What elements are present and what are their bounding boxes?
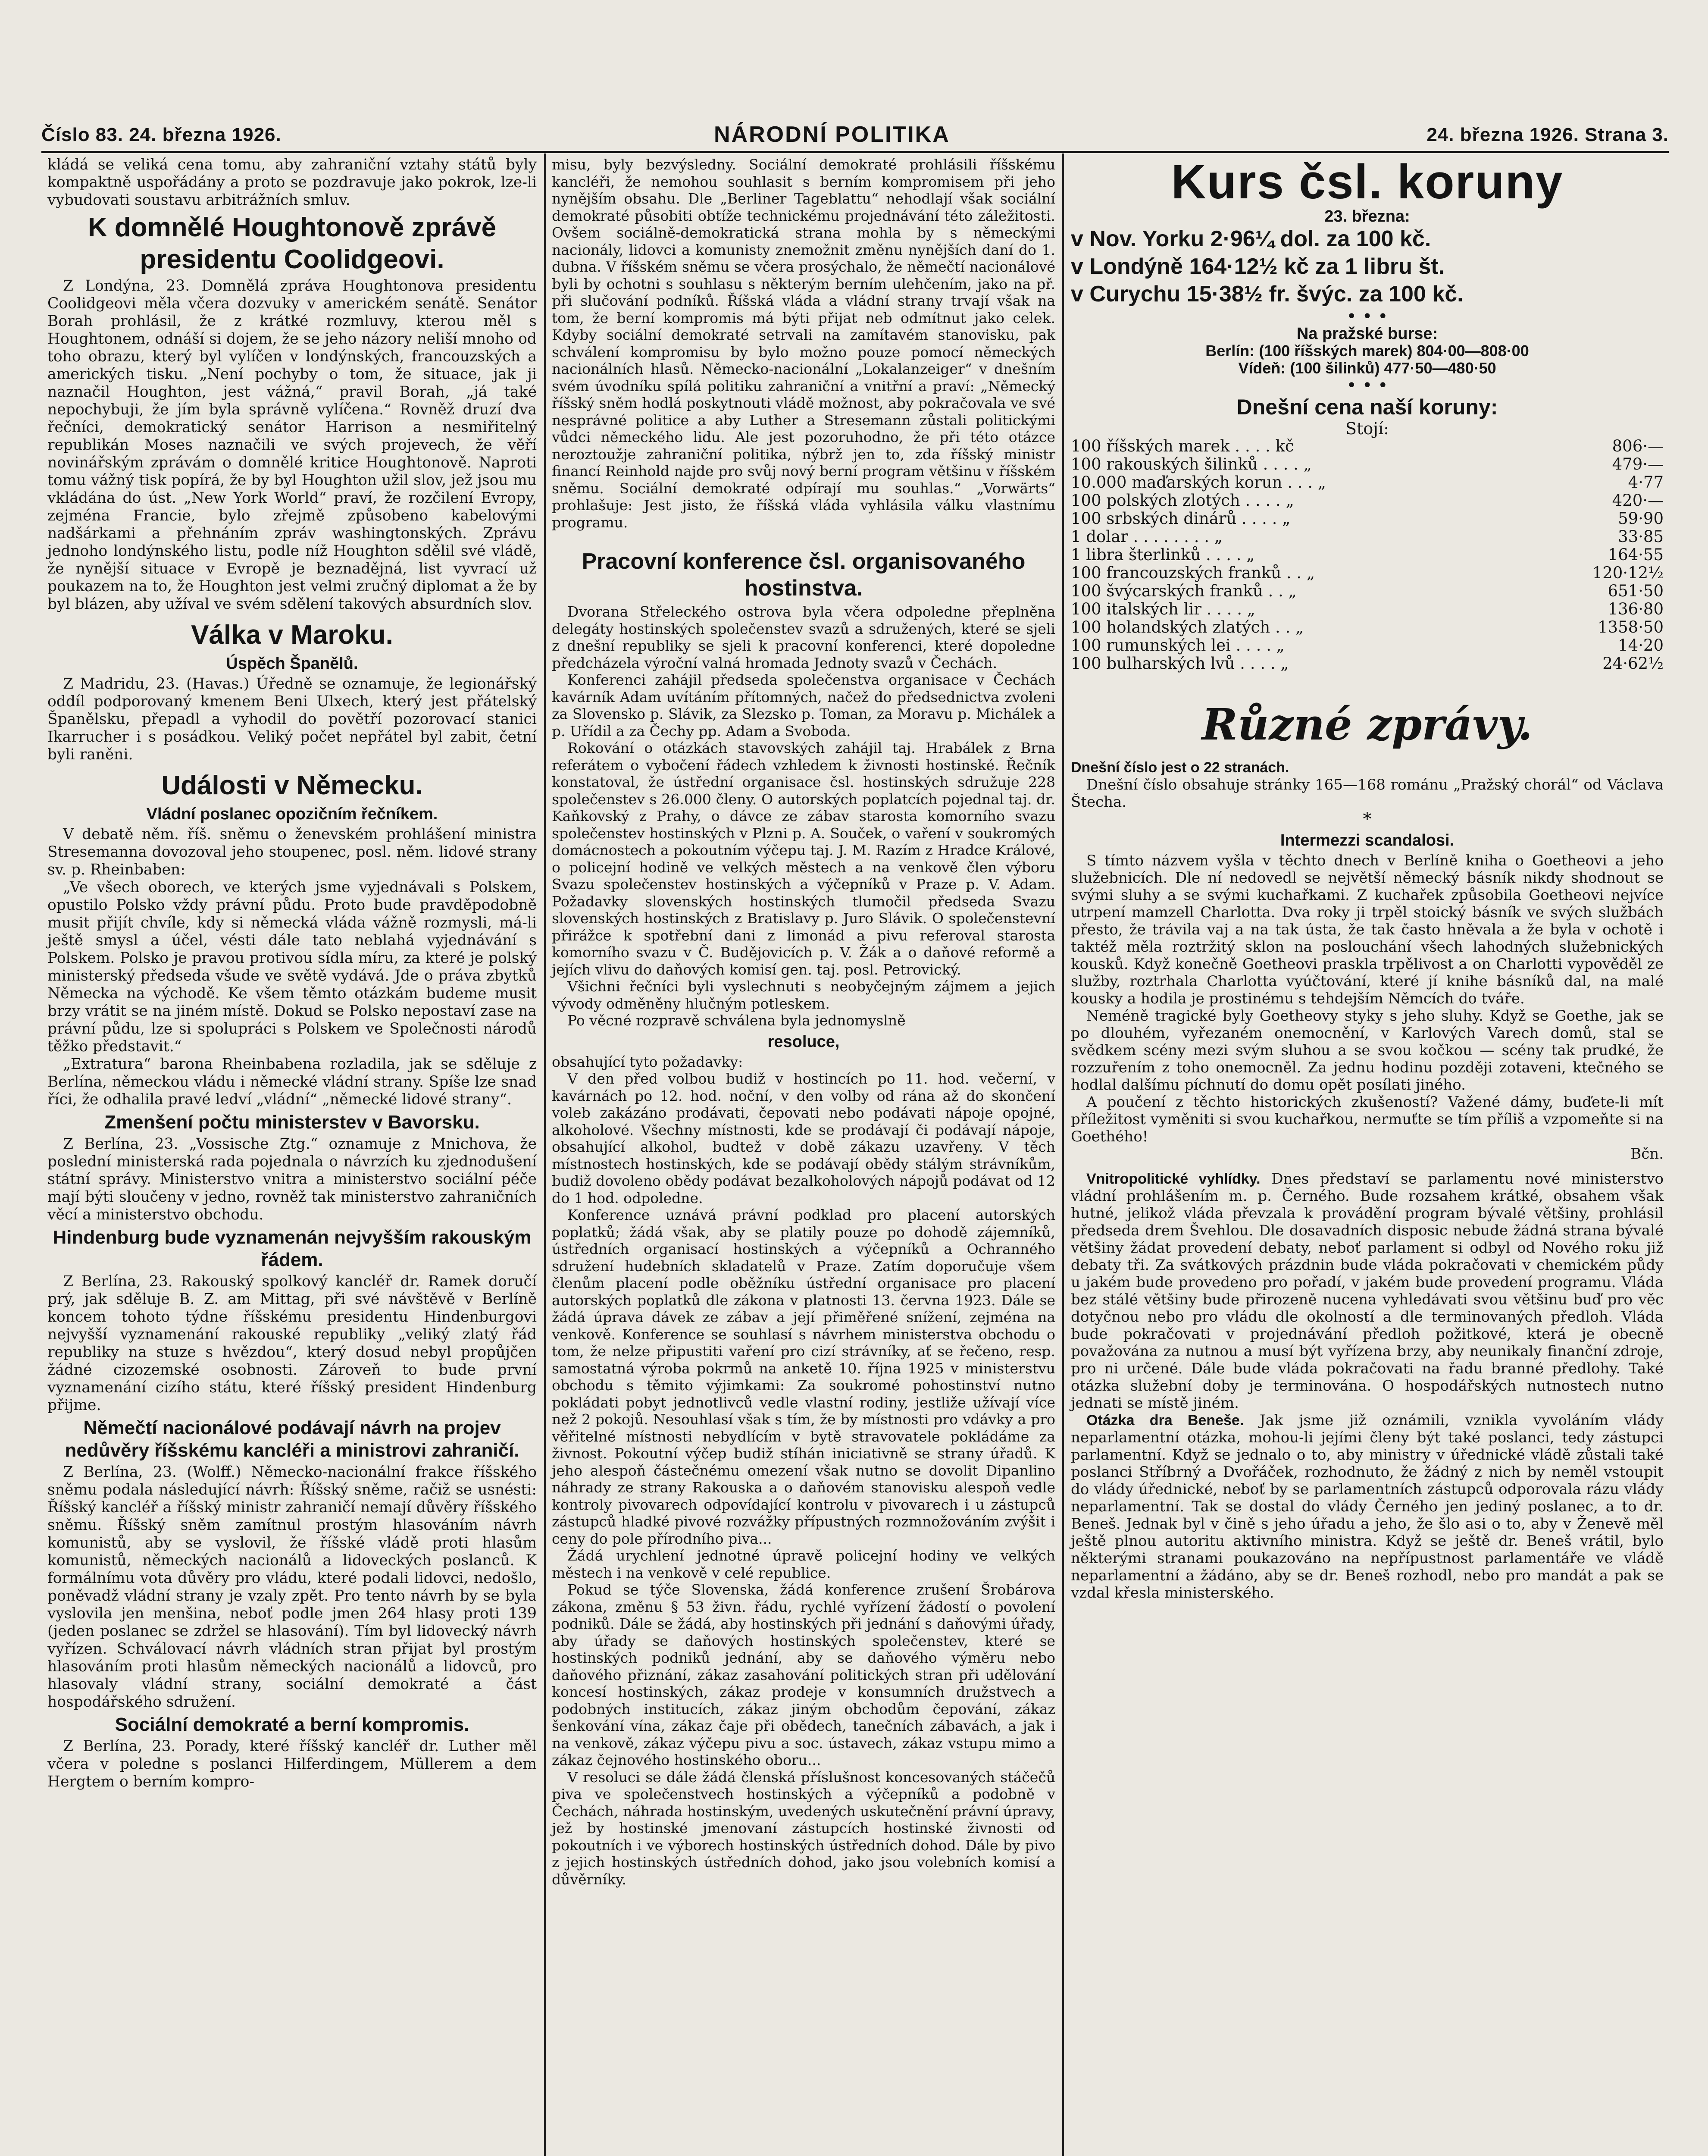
- resoluce-body-5: Pokud se týče Slovenska, žádá konference zrušení Šrobárova zákona, změnu § 53 živn. řádu, rychlé vyřízení žádostí o povolení podniků. Dále se žádá, aby hostinských při jednání s daňovými úřady, aby úřady se daňových hostinských společenstev, které se hostinských podniků jednání, aby se daňového výměru nebo daňového přiznání, zákaz zasahování politických stran při udělování koncesí hostinských, zákaz prodeje v konsumních družstvech a podobných institucích, zákaz jiným obchodům čepování, zákaz šenkování vína, zákaz čaje při obědech, tanečních zábavách, a jak i na venkově, zákaz výčepu pivu a soc. ústavech, zákaz vstupu mimo a zákaz čejnového hostinského oboru...: [552, 1581, 1055, 1768]
- rate-row: [1071, 655, 1664, 673]
- article-subtitle-maroko: Úspěch Španělů.: [226, 655, 358, 673]
- rate-label: 100 rakouských šilinků . . . . „: [1071, 455, 1312, 473]
- rate-label: 100 polských zlotých . . . . „: [1071, 491, 1294, 510]
- article-title-hostinstvo: Pracovní konference čsl. organisovaného hostinstva.: [582, 549, 1026, 601]
- burse-title: Na pražské burse:: [1296, 325, 1438, 343]
- rate-label: 100 rumunských lei . . . . „: [1071, 636, 1285, 655]
- article-title-nemecko: Události v Německu.: [161, 771, 423, 800]
- resoluce-body-6: V resoluci se dále žádá členská příslušnost koncesovaných stáčečů piva ve společenstvech hostinských a výčepníků a podobně v Čechách, náhrada hostinským, uvedených uskutečnění právní úpravy, jež by hostinské jmenovaní zástupcích hostinské živnosti od pokoutních i ve výborech hostinských ústředních dohod. Dále by pivo z jejich hostinských ústředních dohod, jako jsou volebních komisí a důvěrníky.: [552, 1768, 1055, 1888]
- news-body-intermezzi-1: S tímto názvem vyšla v těchto dnech v Berlíně kniha o Goetheovi a jeho služebnicích. Dle ní nedovedl se největší německý básník nikdy shodnout se svými sluhy a se svými kuchařkami. Z kuchařek způsobila Goetheovi nejvíce utrpení mamzell Charlotta. Dva roky ji trpěl stoický básník ve svých službách přesto, že trávila vaj a na tak ústa, že tak často hněvala a že byla v ochotě i taktéž měla roztržitý sklon na poslouchání všech lahodných služebnických kousků. Když konečně Goetheovi praskla trpělivost a on Charlotti vypověděl ze služby, roztrhala Charlotta vyúčtování, které jí knihe básníků dal, na malé kousky a hodila je prostinému s tehdejším Němcích do tváře.: [1071, 852, 1664, 1007]
- rate-label: 100 říšských marek . . . . kč: [1071, 437, 1294, 455]
- resoluce-body-3: Konference uznává právní podklad pro placení autorských poplatků; žádá však, aby se platily pouze po dohodě zájemníků, ústředních organisací hostinských a výčepníků a Ochranného sdružení hudebních skladatelů v Praze. Zatím doporučuje všem členům placení podle oběžníku ústřední organisace pro placení autorských poplatků dle zákona v platnosti 13. června 1923. Dále se žádá úprava dávek ze zábav a její přiměřené snížení, zejména na venkově. Konference se souhlasí s návrhem ministerstva obchodu o tom, že nelze připustiti vaření pro cizí strávníky, ať se řečeno, resp. samostatná výroba pokrmů na anketě 10. října 1925 v ministerstvu obchodu s těmito výjimkami: Za soukromé pohostinství nutno pokládati pobyt jednotlivců vedle vlastní rodiny, jestliže užívají více než 2 pokojů. Nesouhlasí však s tím, že by místnosti pro vdávky a pro věřitelné místnosti nebydlícím v bytě stravovatele pokládáme za živnost. Pokoutní výčep budiž stíhán iniciativně se strany úřadů. K jeho alespoň částečnému omezení však nutno se dovolit Dipanlino náhrady ze strany Rakouska a o daňovém stanovisku alespoň vedle kontroly pivovarech odpovídající kontrolu v pivovarech i u zástupců zástupců hladké pivové rozvážky přípustných rozmnožováním zvýšit i ceny do pole přírodního piva...: [552, 1206, 1055, 1547]
- rate-value: 14·20: [1618, 636, 1664, 655]
- rate-row: [1071, 564, 1664, 582]
- issue-number: Číslo 83. 24. března 1926.: [41, 124, 282, 145]
- rate-row: [1071, 492, 1664, 510]
- article-title-nacionalove: Němečtí nacionálové podávají návrh na projev nedůvěry říšskému kancléři a ministrovi zahraničí.: [65, 1417, 519, 1461]
- rate-row: [1071, 528, 1664, 546]
- article-body-maroko: Z Madridu, 23. (Havas.) Úředně se oznamuje, že legionářský oddíl podporovaný kmenem Beni Ulxech, který jest přátelský Španělsku, přepadl a vyhodil do povětří pozorovací stanici Ikarrucher i s posádkou. Veliký počet nepřátel byl zabit, četní byli raněni.: [47, 675, 537, 763]
- exchange-rate-table: [1071, 437, 1664, 673]
- rate-label: 100 holandských zlatých . . „: [1071, 618, 1304, 636]
- rate-label: 100 italských lir . . . . „: [1071, 600, 1255, 618]
- news-head-intermezzi: Intermezzi scandalosi.: [1280, 831, 1455, 849]
- news-body-cislo: Dnešní číslo obsahuje stránky 165—168 románu „Pražský chorál“ od Václava Štecha.: [1071, 776, 1664, 811]
- header-rule: [41, 151, 1669, 153]
- masthead: NÁRODNÍ POLITIKA: [714, 122, 950, 147]
- news-body-benes: Jak jsme již oznámili, vznikla vyvoláním vlády neparlamentní otázka, mohou-li jejími členy být také poslanci, tedy zástupci parlamentní. Když se jednalo o to, aby ministry v úřednické vládě zůstali také poslanci Stříbrný a Dvořáček, rozhodnuto, že žádný z nich by neměl vstoupit do vlády úřednické, neboť by se parlamentních zástupců odporovala rázu vlády neparlamentní. Tak se dostal do vlády Černého jen jediný poslanec, a to dr. Beneš. Jednak byl v čině s jeho úřadu a jeho, že šlo asi o to, aby v Ženevě měl ještě plnou autoritu aktivního ministra. Když se ještě dr. Beneš vrátil, bylo některými stranami poukazováno na nepřípustnost parlamentáře ve vládě neparlamentní a žádáno, aby se dr. Beneš rozhodl, nebo pro mandát a pak se vzdal křesla ministerského.: [1071, 1412, 1664, 1601]
- separator-dots: • • •: [1346, 376, 1388, 395]
- rate-value: 136·80: [1608, 600, 1664, 618]
- rate-value: 651·50: [1608, 582, 1664, 600]
- article-body-nemecko-2: „Ve všech oborech, ve kterých jsme vyjednávali s Polskem, opustilo Polsko vždy právní půdu. Proto bude pravděpodobně musit přijít chvíle, kdy si německá vláda vážně rozmysli, má-li ještě smysl a účel, vésti dále tato neblahá vyjednávání s Polskem. Polsko je pravou protivou sídla míru, za které je polský ministerský předseda všude ve světě vydává. Jde o práva zbytků Německa na východě. Ke všem těmto otázkám budeme musit brzy vrátit se na jiném místě. Dokud se Polsko nepostaví zase na právní půdu, lze si spolupráci s Polskem ve Společnosti národů těžko představit.“: [47, 879, 537, 1055]
- news-body-intermezzi-2: Neméně tragické byly Goetheovy styky s jeho sluhy. Když se Goethe, jak se po dlouhém, vyřezaném onemocnění, v Karlových Varech domů, stal se svědkem scény mezi svým sluhou a se svou kočkou — scény tak prudké, že rozzuřením z toho onemocněl. Za jednu hodinu později zotaveni, ktečného se hodlal dalšímu píchnutí do domu opět posílati jiného.: [1071, 1007, 1664, 1094]
- section-title-ruzne-zpravy: Různé zprávy.: [1201, 699, 1533, 750]
- resoluce-body-1: obsahující tyto požadavky:: [552, 1053, 743, 1070]
- article-title-berni-kompromis: Sociální demokraté a berní kompromis.: [115, 1714, 469, 1735]
- news-signature: Bčn.: [1630, 1145, 1664, 1163]
- news-head-vnitropoliticke: Vnitropolitické vyhlídky.: [1086, 1171, 1261, 1187]
- rate-row: [1071, 473, 1664, 492]
- rate-row: [1071, 618, 1664, 636]
- rate-row: [1071, 582, 1664, 600]
- column-3: [1071, 156, 1664, 1601]
- rate-value: 479·—: [1612, 455, 1664, 473]
- rate-label: 10.000 maďarských korun . . . „: [1071, 473, 1326, 492]
- news-head-benes: Otázka dra Beneše.: [1086, 1412, 1244, 1429]
- rate-value: 120·12½: [1592, 564, 1664, 582]
- rate-value: 59·90: [1618, 509, 1664, 528]
- rate-value: 1358·50: [1597, 618, 1664, 636]
- kurs-line-london: v Londýně 164·12½ kč za 1 libru št.: [1071, 254, 1445, 279]
- cena-title: Dnešní cena naší koruny:: [1236, 395, 1498, 419]
- burse-berlin: Berlín: (100 říšských marek) 804·00—808·00: [1205, 342, 1529, 360]
- kurs-line-newyork: v Nov. Yorku 2·96¼ dol. za 100 kč.: [1071, 226, 1431, 251]
- resoluce-body-2: V den před volbou budiž v hostincích po 11. hod. večerní, v kavárnách po 12. hod. noční, v den volby od rána až do skončení voleb zakázáno prodávati, čepovati nebo podávati nápoje opojné, alkoholové. Všechny místnosti, kde se prodávají či podávají nápoje, obsahující alkohol, budtež v době zákazu uzavřeny. V těch místnostech hostinských, kde se podávají obědy stálým strávníkům, budiž dovoleno obědy podávat bezalkoholových nápojů podávat od 12 do 1 hod. odpoledne.: [552, 1070, 1055, 1206]
- news-head-cislo: Dnešní číslo jest o 22 stranách.: [1071, 759, 1289, 776]
- rate-row: [1071, 546, 1664, 564]
- rate-row: [1071, 437, 1664, 455]
- kurs-date: 23. března:: [1324, 207, 1410, 226]
- news-body-intermezzi-3: A poučení z těchto historických zkušeností? Važené dámy, buďete-li mít příležitost vyměniti si svou kuchařkou, nermuťte se tím příliš a vzpomeňte si na Goethého!: [1071, 1094, 1664, 1145]
- resoluce-body-4: Žádá urychlení jednotné úpravě policejní hodiny ve velkých městech i na venkově v celé republice.: [552, 1547, 1055, 1581]
- rate-value: 420·—: [1612, 491, 1664, 510]
- burse-vienna: Vídeň: (100 šilinků) 477·50—480·50: [1238, 359, 1496, 377]
- rate-value: 33·85: [1618, 527, 1664, 546]
- stoji-label: Stojí:: [1345, 419, 1389, 438]
- article-body-berni-kompromis: Z Berlína, 23. Porady, které říšský kancléř dr. Luther měl včera v poledne s poslanci Hilferdingem, Müllerem a dem Hergtem o berním kompro-: [47, 1738, 537, 1790]
- kurs-title: Kurs čsl. koruny: [1171, 155, 1564, 209]
- page-header: [41, 120, 1669, 150]
- article-body-bavorsko: Z Berlína, 23. „Vossische Ztg.“ oznamuje z Mnichova, že poslední ministerská rada pojednala o návrzích ku zjednodušení státní správy. Ministerstvo vnitra a ministerstvo sociální péče mají býti sloučeny v jedno, rovněž tak ministerstvo zahraničních věcí a ministerstvo obchodu.: [47, 1135, 537, 1223]
- rate-label: 100 francouzských franků . . „: [1071, 564, 1315, 582]
- rate-label: 1 dolar . . . . . . . . „: [1071, 527, 1223, 546]
- column-1: [47, 156, 537, 1791]
- column-2: [552, 156, 1055, 1888]
- article-body-nacionalove: Z Berlína, 23. (Wolff.) Německo-nacionální frakce říšského sněmu podala následující návrh: Říšský sněme, račiž se usnésti: Říšský kancléř a říšský ministr zahraničí nemají důvěry říšského sněmu. Říšský sněm zamítnul prostým hlasováním návrh komunistů, aby se vyslovil, že říšské vládě proti hlasům komunistů, německých nacionálů a lidoveckých poslanců. K formálnímu vota důvěry pro vládu, které podali lidovci, nedošlo, poněvadž vládní strany je vzaly zpět. Pro tento návrh by se byla vyslovila jen menšina, neboť podle jmen 264 hlasy proti 139 (jeden poslanec se zdržel se hlasování). Tím byl lidovecký návrh vyřízen. Schválovací návrh vládních stran přijat byl prostým hlasováním proti hlasům německých nacionálů a lidovců, pro hlasovaly vládní strany, sociální demokraté a část hospodářského sdružení.: [47, 1463, 537, 1711]
- separator-asterisk: *: [1363, 809, 1372, 829]
- rate-label: 1 libra šterlinků . . . . „: [1071, 545, 1255, 564]
- rate-row: [1071, 510, 1664, 528]
- article-title-houghton: K domnělé Houghtonově zprávě presidentu Coolidgeovi.: [88, 213, 497, 274]
- article-body-hindenburg: Z Berlína, 23. Rakouský spolkový kancléř dr. Ramek doručí prý, jak sděluje B. Z. am Mittag, při své návštěvě v Berlíně koncem tohoto týdne říšskému presidentu Hindenburgovi nejvyšší vyznamenání rakouské republiky „veliký zlatý řád republiky na stuze s hvězdou“, který dosud nebyl propůjčen žádné cizozemské osobnosti. Zároveň to bude první vyznamenání cizího státu, které říšský president Hindenburg přijme.: [47, 1273, 537, 1414]
- rate-value: 4·77: [1628, 473, 1664, 492]
- article-body-hostinstvo-4: Všichni řečníci byli vyslechnuti s neobyčejným zájmem a jejich vývody odměněny hlučným potleskem.: [552, 978, 1055, 1012]
- rate-label: 100 švýcarských franků . . „: [1071, 582, 1297, 600]
- article-body-hostinstvo-3: Rokování o otázkách stavovských zahájil taj. Hrabálek z Brna referátem o vybočení řádech vzhledem k živnosti hostinské. Řečník konstatoval, že ústřední organisace čsl. hostinských sdružuje 228 společenstev s 26.000 členy. O autorských poplatcích pojednal taj. dr. Kaňkovský z Prahy, o dávce ze zábav starosta komorního svazu společenstev hostinských v Plzni p. A. Souček, o vaření v soukromých domácnostech a pokoutním výčepu taj. J. M. Razím z Hradce Králové, o policejní hodině ve velkých městech a na venkově člen výboru Svazu společenstev hostinských a výčepníků v Praze p. V. Adam. Požadavky slovenských hostinských tlumočil předseda Svazu slovenských hostinských z Bratislavy p. Juro Slávik. O společenstevní přirážce k spotřební dani z limonád a pivu referoval starosta komorního svazu v Č. Budějovicích p. V. Žák a o daňové reformě a jejích vlivu do daňových komisí gen. taj. posl. Petrovický.: [552, 740, 1055, 978]
- rate-label: 100 srbských dinárů . . . . „: [1071, 509, 1291, 528]
- column-1-intro: kládá se veliká cena tomu, aby zahraniční vztahy států byly kompaktně uspořádány a proto se pozdravuje jako pokrok, lze-li vybudovati soustavu arbitrážních smluv.: [47, 156, 537, 209]
- news-body-vnitropoliticke: Dnes představí se parlamentu nové ministerstvo vládní prohlášením m. p. Černého. Bude rozsahem krátké, obsahem však hutné, jelikož vláda převzala k provádění program bývalé většiny, prohlásil předseda drem Švehlou. Dle dosavadních disposic nebude žádná strana bývalé většiny žádat provedení debaty, neboť parlament si odbyl od Nového roku již debaty tři. Za svátkových prázdnin bude vláda pokračovati v chemickém půdy u jakém bude provedeno pro pořadí, v jakém bude provedení programu. Vláda bez stálé většiny bude přirozeně nucena vyhledávati svou většinu buď pro věc dotyčnou nebo pro vládu dle okolností a dle terminovaných předloh. Vláda bude pokračovati v projednávání předloh požitkové, která je obecně považována za nutnou a musí být vyřízena brzy, aby neunikaly finanční zdroje, pro ni určené. Dále bude vláda pokračovati na řadu branné předlohy. Také otázka služební doby je terminována. O hospodářských nutnostech nutno jednati se místě jiném.: [1071, 1170, 1664, 1412]
- article-body-nemecko-1: V debatě něm. říš. sněmu o ženevském prohlášení ministra Stresemanna dovozoval jeho stoupenec, posl. něm. lidové strany sv. p. Rheinbaben:: [47, 826, 537, 878]
- page-number: 24. března 1926. Strana 3.: [1426, 124, 1669, 145]
- separator-dots: • • •: [1346, 307, 1388, 326]
- column-divider-1: [544, 154, 546, 2156]
- article-title-maroko: Válka v Maroku.: [191, 620, 393, 650]
- resoluce-heading: resoluce,: [767, 1032, 840, 1051]
- article-body-houghton: Z Londýna, 23. Domnělá zpráva Houghtonova presidentu Coolidgeovi měla včera dozvuky v americkém senátě. Senátor Borah prohlásil, že z krátké rozmluvy, kterou měl s Houghtonem, odnáší si dojem, že se jeho názory neliší mnoho od toho obrazu, který byl vylíčen v londýnských, francouzských a amerických tisku. „Není pochyby o tom, že situace, jak ji naznačil Houghton, jest vážná,“ pravil Borah, „já také nepochybuji, že jím byla správně vylíčena.“ Rovněž druzí dva řečníci, demokratický senátor Harrison a nesmiřitelný republikán Moses naznačili ve svých projevech, že věří novinářským zprávám o domnělé kritice Houghtonově. Naproti tomu vážný tisk popírá, že by byl Houghton užil slov, jež jsou mu vkládána do úst. „New York World“ praví, že rozčilení Evropy, zejména Francie, bylo zřejmě způsobeno kabelovými nadšárkami a přehnáním zpráv washingtonských. Zprávu jednoho londýnského listu, podle níž Houghton sdělil své vládě, že nynější situace v Evropě je beznadějná, list vyvrací už poukazem na to, že Houghton jest velmi zručný diplomat a že by byl blázen, aby užíval ve svém sdělení takových absurdních slov.: [47, 277, 537, 613]
- rate-label: 100 bulharských lvů . . . . „: [1071, 654, 1289, 673]
- article-body-hostinstvo-2: Konferenci zahájil předseda společenstva organisace v Čechách kavárník Adam uvítáním přítomných, načež do předsednictva zvoleni za Slovensko p. Slávik, za Slezsko p. Toman, za Moravu p. Michálek a p. Uřídil a za Čechy pp. Adam a Svoboda.: [552, 671, 1055, 740]
- column-2-intro: misu, byly bezvýsledny. Sociální demokraté prohlásili říšskému kancléři, že nemohou souhlasit s berním kompromisem při jeho nynějším obsahu. Dle „Berliner Tageblattu“ nehodlají však sociální demokraté působiti obtíže technickému projednávání této záležitosti. Ovšem sociálně-demokratická strana mohla by s německými nacionály, lidovci a komunisty znemožnit změnu nynějších daní do 1. dubna. V říšském sněmu se včera prosýchalo, že němečtí nacionálové byli by ochotni s souhlasu s některým berním ulehčením, jako na př. při slučování podníků. Říšská vláda a vládní strany trvají však na tom, že berní kompromis má býti přijat neb odmítnut jako celek. Kdyby sociální demokraté setrvali na zamítavém stanovisku, pak schválení kompromisu by bylo možno pouze pomocí německých nacionálních hlasů. Německo-nacionální „Lokalanzeiger“ v dnešním svém úvodníku spílá politiku zahraniční a vnitřní a praví: „Německý říšský sněm hodlá poskytnouti vládě možnost, aby pokračovala ve své nesprávné politice a aby Luther a Stresemann zůstali politickými vůdci německého lidu. Ale jest pozoruhodno, že při této otázce neroztoužje zahraniční politika, nýbrž jen to, zda říšský ministr financí Reinhold najde pro svůj nový berní program většinu v říšském sněmu. Sociální demokraté odpírají mu souhlas.“ „Vorwärts“ prohlašuje: Jest jisto, že říšská vláda vyhlásila válku vlastnímu programu.: [552, 156, 1055, 531]
- news-benes: [1071, 1412, 1664, 1601]
- rate-row: [1071, 600, 1664, 618]
- kurs-line-zurich: v Curychu 15·38½ fr. švýc. za 100 kč.: [1071, 282, 1464, 307]
- rate-value: 164·55: [1608, 545, 1664, 564]
- article-body-hostinstvo-5: Po věcné rozpravě schválena byla jednomyslně: [567, 1012, 906, 1029]
- rate-row: [1071, 455, 1664, 473]
- rate-value: 24·62½: [1602, 654, 1664, 673]
- column-divider-2: [1062, 154, 1064, 2156]
- rate-value: 806·—: [1612, 437, 1664, 455]
- rate-row: [1071, 636, 1664, 655]
- article-body-nemecko-3: „Extratura“ barona Rheinbabena rozladila, jak se sděluje z Berlína, německou vládu i německé vládní strany. Spíše lze snad říci, že odhalila pravé ledví „vládní“ „německé lidové strany“.: [47, 1056, 537, 1108]
- article-subtitle-nemecko: Vládní poslanec opozičním řečníkem.: [146, 805, 438, 823]
- article-title-hindenburg: Hindenburg bude vyznamenán nejvyšším rakouským řádem.: [53, 1227, 532, 1270]
- article-title-bavorsko: Zmenšení počtu ministerstev v Bavorsku.: [104, 1112, 480, 1133]
- news-vnitropoliticke: [1071, 1170, 1664, 1412]
- article-body-hostinstvo-1: Dvorana Střeleckého ostrova byla včera odpoledne přeplněna delegáty hostinských společenstev svazů a sdružených, které se sjeli z dnešní republiky se sjeli k pracovní konferenci, které dopoledne předcházela výroční valná hromada Jednoty svazů v Čechách.: [552, 603, 1055, 671]
